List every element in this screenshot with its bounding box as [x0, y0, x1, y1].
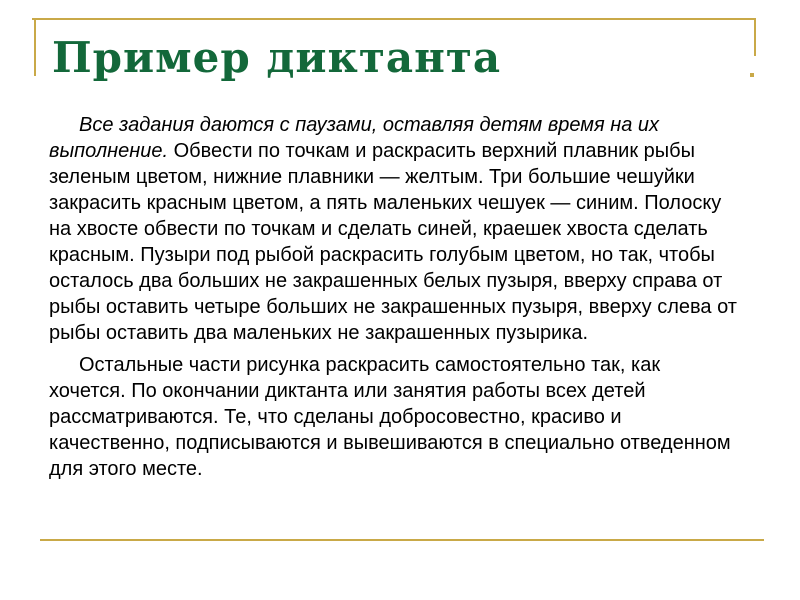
- paragraph-2: [49, 352, 739, 482]
- paragraph-2-text: Остальные части рисунка раскрасить самостоятельно так, как хочется. По окончании диктанта или занятия работы всех детей рассматриваются. Те, что сделаны добросовестно, красиво и качественно, подписываются и вывешиваются в специально отведенном для этого месте.: [49, 354, 731, 480]
- paragraph-1-text: Обвести по точкам и раскрасить верхний плавник рыбы зеленым цветом, нижние плавники — желтым. Три большие чешуйки закрасить красным цветом, а пять маленьких чешуек — синим. Полоску на хвосте обвести по точкам и сделать синей, краешек хвоста сделать красным. Пузыри под рыбой раскрасить голубым цветом, но так, чтобы осталось два больших не закрашенных белых пузыря, вверху справа от рыбы оставить четыре больших не закрашенных пузыря, вверху слева от рыбы оставить два маленьких не закрашенных пузырика.: [49, 140, 737, 344]
- slide-title: Пример диктанта: [52, 33, 502, 82]
- bottom-divider-line: [40, 539, 764, 541]
- slide-body: [49, 112, 739, 488]
- left-divider-line: [34, 18, 36, 76]
- top-divider-line: [32, 18, 756, 20]
- paragraph-1-italic-lead: Все задания даются с паузами, оставляя детям время на их выполнение.: [49, 114, 660, 162]
- divider-dot: [750, 73, 754, 77]
- paragraph-1: [49, 112, 739, 346]
- right-divider-line: [754, 18, 756, 56]
